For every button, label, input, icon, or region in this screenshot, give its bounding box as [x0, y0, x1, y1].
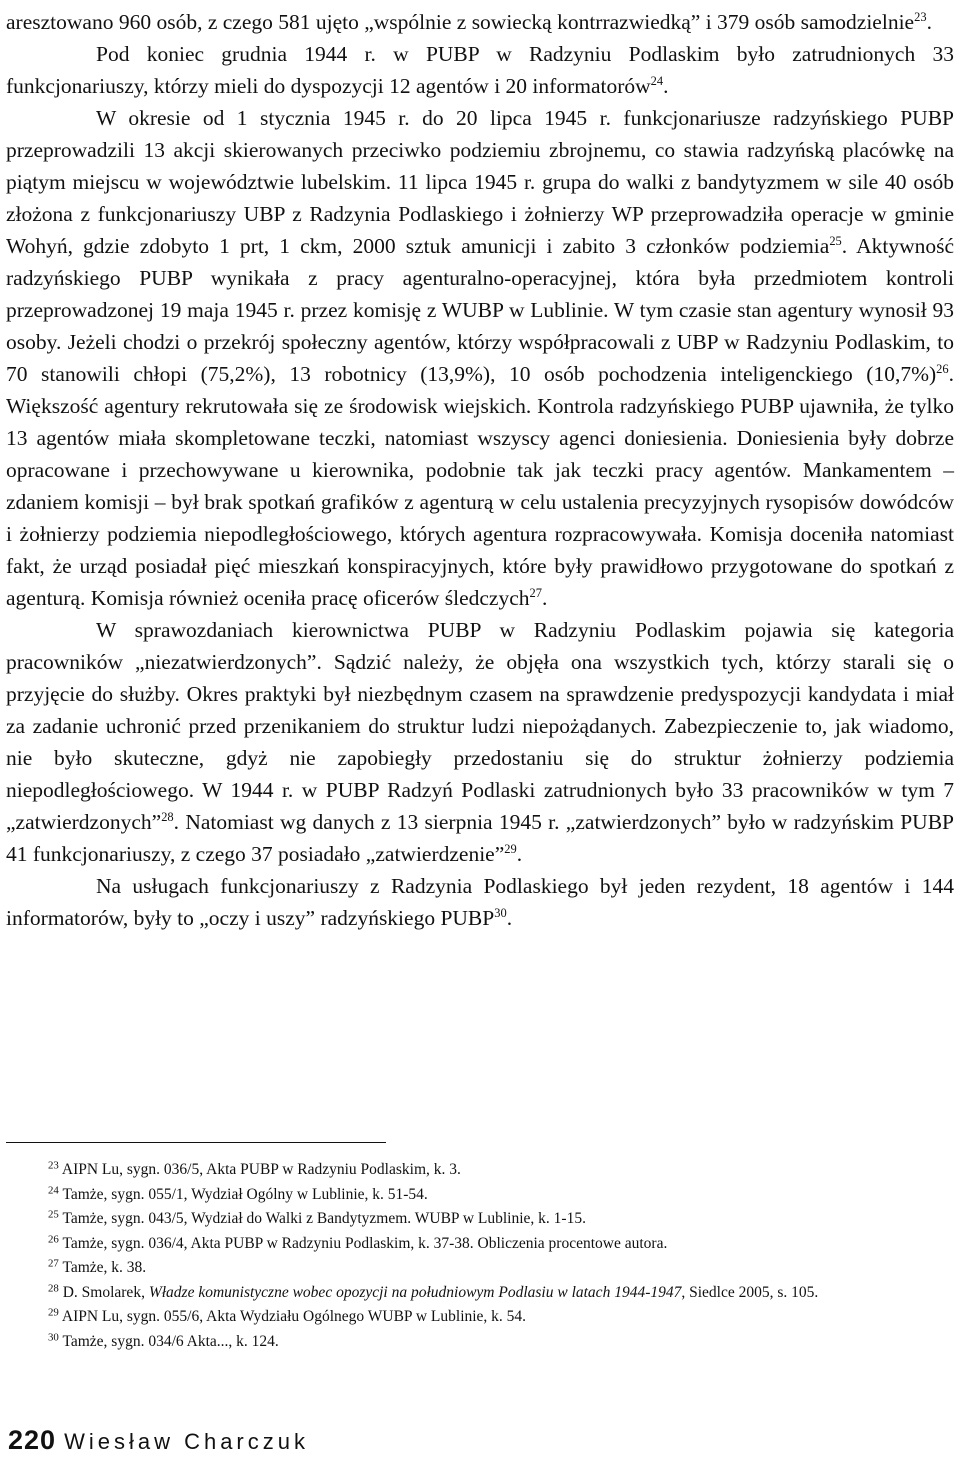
text-segment: .: [926, 10, 932, 34]
text-segment: .: [663, 74, 669, 98]
page-footer: [8, 1425, 309, 1456]
page-number: 220: [8, 1425, 57, 1455]
footnote-number: 28: [48, 1282, 59, 1295]
footnote-text: Tamże, sygn. 034/6 Akta..., k. 124.: [62, 1332, 279, 1350]
text-segment: .: [506, 906, 513, 930]
footnote-number: 29: [48, 1306, 59, 1319]
footnote: [6, 1330, 954, 1355]
footnote: [6, 1183, 954, 1208]
footnote: [6, 1281, 954, 1306]
footnote-number: 24: [48, 1184, 59, 1197]
footnote-ref[interactable]: 26: [936, 361, 949, 376]
footnote-text: AIPN Lu, sygn. 036/5, Akta PUBP w Radzyniu Podlaskim, k. 3.: [61, 1161, 461, 1178]
paragraph: [6, 38, 954, 102]
footnote-number: 25: [48, 1208, 59, 1221]
footnote: [6, 1158, 954, 1183]
footnote-ref[interactable]: 28: [161, 809, 174, 824]
footnote-ref[interactable]: 30: [494, 905, 507, 920]
footnote: [6, 1256, 954, 1281]
footnote: [6, 1207, 954, 1232]
footnote-text: Tamże, sygn. 036/4, Akta PUBP w Radzyniu Podlaskim, k. 37-38. Obliczenia procentowe autora.: [62, 1234, 668, 1252]
footnote-ref[interactable]: 25: [829, 233, 842, 248]
text-segment: . Większość agentury rekrutowała się ze środowisk wiejskich. Kontrola radzyńskiego PUBP ujawniła, że tylko 13 agentów miała skompletowane teczki, natomiast wszyscy agenci doniesienia. Doniesienia były dobrze opracowane i przechowywane u kierownika, podobnie tak jak teczki pracy agentów. Mankamentem – zdaniem komisji – był brak spotkań grafików z agenturą w celu ustalenia precyzyjnych rysopisów dowódców i żołnierzy podziemia niepodległościowego, których agentura rozpracowywała. Komisja doceniła natomiast fakt, że urząd posiadał pięć mieszkań konspiracyjnych, które były prawidłowo przygotowane do spotkań z agenturą. Komisja również oceniła pracę oficerów śledczych: [6, 362, 954, 610]
text-segment: W okresie od 1 stycznia 1945 r. do 20 lipca 1945 r. funkcjonariusze radzyńskiego PUBP przeprowadzili 13 akcji skierowanych przeciwko podziemiu zbrojnemu, co stawia radzyńską placówkę na piątym miejscu w województwie lubelskim. 11 lipca 1945 r. grupa do walki z bandytyzmem w sile 40 osób złożona z funkcjonariuszy UBP z Radzynia Podlaskiego i żołnierzy WP przeprowadziła operacje w gminie Wohyń, gdzie zdobyto 1 prt, 1 ckm, 2000 sztuk amunicji i zabito 3 członków podziemia: [6, 106, 954, 258]
footnote-book-title: Władze komunistyczne wobec opozycji na południowym Podlasiu w latach 1944-1947: [148, 1283, 682, 1301]
paragraph: [6, 6, 954, 38]
footnote-ref[interactable]: 29: [504, 841, 517, 856]
footnote-number: 30: [48, 1331, 59, 1344]
text-segment: aresztowano 960 osób, z czego 581 ujęto „wspólnie z sowiecką kontrrazwiedką” i 379 osób samodzielnie: [6, 10, 915, 34]
footnote-number: 23: [48, 1159, 59, 1172]
footnote-ref[interactable]: 24: [650, 73, 664, 88]
footnote-number: 27: [48, 1257, 59, 1270]
footnote-text: Tamże, k. 38.: [62, 1259, 147, 1276]
footnote-number: 26: [48, 1233, 59, 1246]
footnote-text: Tamże, sygn. 043/5, Wydział do Walki z Bandytyzmem. WUBP w Lublinie, k. 1-15.: [62, 1210, 586, 1227]
footnote: [6, 1305, 954, 1330]
footnote-text: AIPN Lu, sygn. 055/6, Akta Wydziału Ogólnego WUBP w Lublinie, k. 54.: [61, 1308, 527, 1325]
text-segment: Pod koniec grudnia 1944 r. w PUBP w Radzyniu Podlaskim było zatrudnionych 33 funkcjonariuszy, którzy mieli do dyspozycji 12 agentów i 20 informatorów: [6, 42, 954, 98]
body-text: [6, 6, 954, 934]
text-segment: .: [542, 586, 548, 610]
text-segment: . Natomiast wg danych z 13 sierpnia 1945 r. „zatwierdzonych” było w radzyńskim PUBP 41 funkcjonariuszy, z czego 37 posiadało „zatwierdzenie”: [6, 810, 954, 866]
footnote-divider: [6, 1142, 386, 1143]
footnote-text: D. Smolarek,: [62, 1283, 149, 1301]
footnotes: [6, 1158, 954, 1354]
text-segment: Na usługach funkcjonariuszy z Radzynia Podlaskiego był jeden rezydent, 18 agentów i 144 informatorów, były to „oczy i uszy” radzyńskiego PUBP: [6, 874, 954, 930]
paragraph: [6, 870, 954, 934]
footnote: [6, 1232, 954, 1257]
footnote-ref[interactable]: 23: [914, 9, 927, 24]
running-author: Wiesław Charczuk: [64, 1429, 309, 1454]
footnote-ref[interactable]: 27: [529, 585, 542, 600]
text-segment: . Aktywność radzyńskiego PUBP wynikała z pracy agenturalno-operacyjnej, która była przedmiotem kontroli przeprowadzonej 19 maja 1945 r. przez komisję z WUBP w Lublinie. W tym czasie stan agentury wynosił 93 osoby. Jeżeli chodzi o przekrój społeczny agentów, którzy współpracowali z UBP w Radzyniu Podlaskim, to 70 stanowili chłopi (75,2%), 13 robotnicy (13,9%), 10 osób pochodzenia inteligenckiego (10,7%): [6, 234, 955, 386]
footnote-text: , Siedlce 2005, s. 105.: [681, 1283, 819, 1301]
text-segment: .: [516, 842, 523, 866]
text-segment: W sprawozdaniach kierownictwa PUBP w Radzyniu Podlaskim pojawia się kategoria pracowników „niezatwierdzonych”. Sądzić należy, że objęła ona wszystkich tych, którzy starali się o przyjęcie do służby. Okres praktyki był niezbędnym czasem na sprawdzenie predyspozycji kandydata i miał za zadanie uchronić przed przenikaniem do struktur ludzi niepożądanych. Zabezpieczenie to, jak wiadomo, nie było skuteczne, gdyż nie zapobiegły przedostaniu się do struktur żołnierzy podziemia niepodległościowego. W 1944 r. w PUBP Radzyń Podlaski zatrudnionych było 33 pracowników w tym 7 „zatwierdzonych”: [6, 618, 954, 834]
paragraph: [6, 614, 954, 870]
paragraph: [6, 102, 954, 614]
footnote-text: Tamże, sygn. 055/1, Wydział Ogólny w Lublinie, k. 51-54.: [62, 1185, 428, 1203]
